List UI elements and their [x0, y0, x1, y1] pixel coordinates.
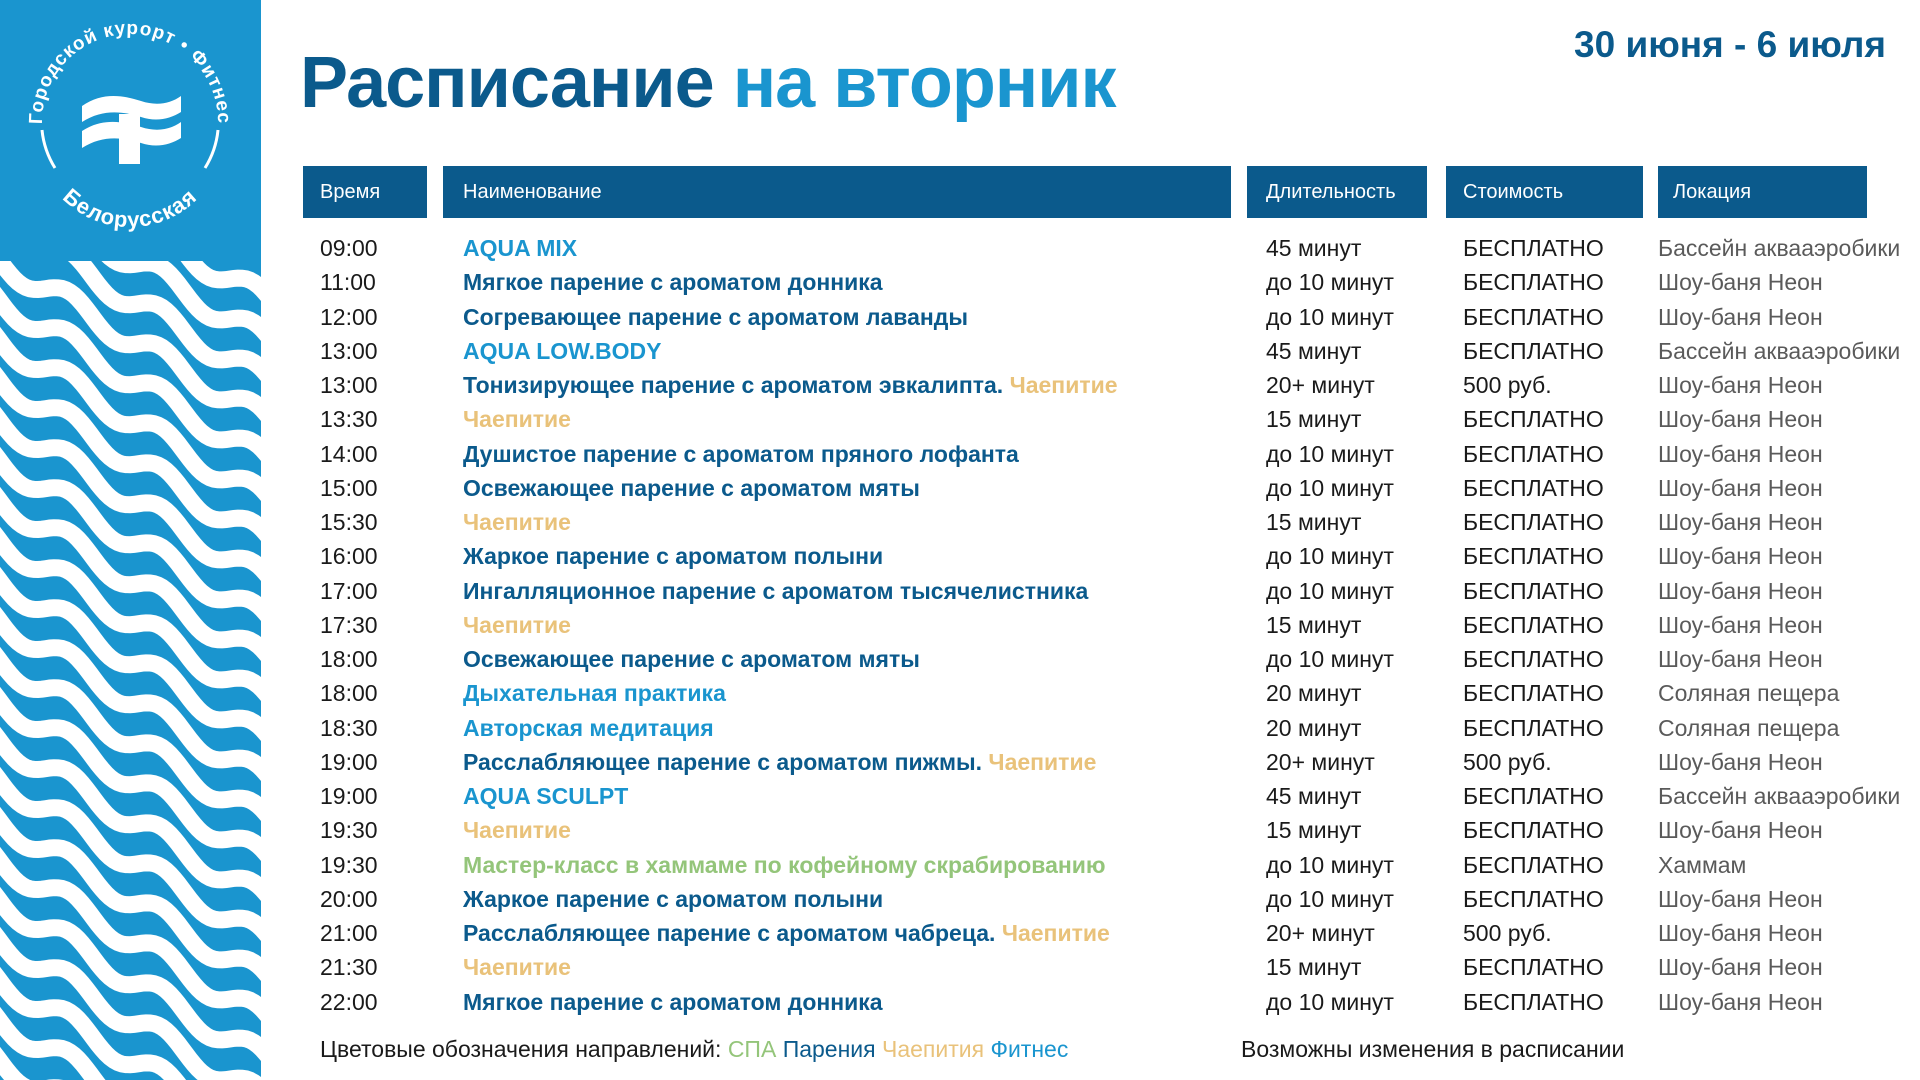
- table-row: [0, 334, 1920, 368]
- activity-name: Расслабляющее парение с ароматом пижмы.: [463, 748, 983, 775]
- title-main: Расписание: [300, 43, 714, 123]
- table-row: [0, 813, 1920, 847]
- table-row: [0, 985, 1920, 1019]
- cell-location: Соляная пещера: [1658, 714, 1840, 741]
- cell-cost: БЕСПЛАТНО: [1463, 406, 1604, 433]
- cell-cost: БЕСПЛАТНО: [1463, 235, 1604, 261]
- cell-location: Бассейн аквааэробики: [1658, 337, 1901, 364]
- cell-location: Шоу-баня Неон: [1658, 748, 1823, 775]
- cell-time: 13:00: [320, 337, 378, 364]
- schedule-change-note: Возможны изменения в расписании: [1241, 1036, 1625, 1062]
- cell-duration: 20+ минут: [1266, 920, 1375, 946]
- activity-name: Ингалляционное парение с ароматом тысячелистника: [463, 577, 1089, 604]
- cell-cost: БЕСПЛАТНО: [1463, 303, 1604, 330]
- cell-cost: БЕСПЛАТНО: [1463, 851, 1604, 878]
- activity-name: Жаркое парение с ароматом полыни: [463, 543, 884, 570]
- cell-cost: БЕСПЛАТНО: [1463, 680, 1604, 707]
- logo-bottom-text: Белорусская: [58, 183, 202, 233]
- cell-name: [463, 437, 1019, 471]
- legend-item-parenie: Парения: [782, 1036, 876, 1062]
- activity-name: Авторская медитация: [463, 714, 714, 741]
- cell-name: [463, 779, 628, 813]
- table-row: [0, 642, 1920, 676]
- cell-cost: БЕСПЛАТНО: [1463, 885, 1604, 912]
- cell-time: 15:00: [320, 474, 378, 501]
- activity-name: Душистое парение с ароматом пряного лофанта: [463, 440, 1019, 467]
- cell-time: 13:30: [320, 406, 378, 433]
- cell-location: Шоу-баня Неон: [1658, 509, 1823, 535]
- cell-duration: 45 минут: [1266, 337, 1362, 364]
- cell-location: Бассейн аквааэробики: [1658, 783, 1901, 809]
- cell-duration: до 10 минут: [1266, 885, 1394, 912]
- table-row: [0, 300, 1920, 334]
- title-accent: на вторник: [732, 43, 1116, 123]
- logo-ring-text: Городской курорт • Фитнес: [25, 17, 235, 125]
- cell-location: Шоу-баня Неон: [1658, 611, 1823, 638]
- cell-name: [463, 402, 571, 436]
- cell-time: 21:30: [320, 954, 378, 981]
- cell-name: [463, 265, 883, 299]
- cell-cost: БЕСПЛАТНО: [1463, 577, 1604, 604]
- activity-name: Мягкое парение с ароматом донника: [463, 269, 883, 296]
- table-row: [0, 608, 1920, 642]
- cell-cost: БЕСПЛАТНО: [1463, 988, 1604, 1015]
- schedule-table: [0, 231, 1920, 1019]
- cell-name: [463, 916, 1110, 950]
- cell-duration: 15 минут: [1266, 817, 1362, 844]
- cell-name: [463, 368, 1118, 402]
- cell-location: Шоу-баня Неон: [1658, 817, 1823, 844]
- cell-name: [463, 848, 1106, 882]
- cell-name: [463, 642, 920, 676]
- cell-cost: БЕСПЛАТНО: [1463, 817, 1604, 844]
- table-row: [0, 711, 1920, 745]
- cell-location: Шоу-баня Неон: [1658, 646, 1823, 672]
- cell-duration: 20 минут: [1266, 680, 1362, 707]
- cell-location: Шоу-баня Неон: [1658, 920, 1823, 946]
- cell-location: Шоу-баня Неон: [1658, 372, 1823, 398]
- cell-cost: БЕСПЛАТНО: [1463, 611, 1604, 638]
- cell-duration: 15 минут: [1266, 611, 1362, 638]
- cell-cost: БЕСПЛАТНО: [1463, 337, 1604, 364]
- cell-duration: до 10 минут: [1266, 440, 1394, 467]
- activity-name: Дыхательная практика: [463, 680, 726, 707]
- cell-duration: до 10 минут: [1266, 646, 1394, 672]
- activity-extra-tea: Чаепитие: [988, 748, 1097, 775]
- cell-name: [463, 676, 726, 710]
- cell-name: [463, 608, 571, 642]
- cell-location: Шоу-баня Неон: [1658, 303, 1823, 330]
- table-row: [0, 539, 1920, 573]
- cell-duration: 15 минут: [1266, 406, 1362, 433]
- cell-location: Шоу-баня Неон: [1658, 988, 1823, 1015]
- legend-item-fitness: Фитнес: [990, 1036, 1069, 1062]
- table-row: [0, 402, 1920, 436]
- cell-name: [463, 300, 968, 334]
- cell-location: Хаммам: [1658, 851, 1747, 878]
- cell-time: 11:00: [320, 269, 376, 296]
- cell-time: 13:00: [320, 372, 378, 398]
- activity-extra-tea: Чаепитие: [1001, 920, 1110, 946]
- brand-logo: [0, 0, 261, 261]
- cell-time: 20:00: [320, 885, 378, 912]
- activity-name: Освежающее парение с ароматом мяты: [463, 474, 920, 501]
- activity-name: Мастер-класс в хаммаме по кофейному скрабированию: [463, 851, 1106, 878]
- activity-name: Жаркое парение с ароматом полыни: [463, 885, 884, 912]
- column-header-duration: Длительность: [1247, 166, 1427, 218]
- cell-cost: 500 руб.: [1463, 372, 1552, 398]
- table-row: [0, 950, 1920, 984]
- cell-duration: 15 минут: [1266, 509, 1362, 535]
- activity-name: Чаепитие: [463, 954, 571, 981]
- logo-mark-icon: [82, 96, 181, 164]
- cell-cost: БЕСПЛАТНО: [1463, 543, 1604, 570]
- cell-location: Шоу-баня Неон: [1658, 474, 1823, 501]
- date-range: 30 июня - 6 июля: [1574, 24, 1886, 65]
- cell-location: Шоу-баня Неон: [1658, 577, 1823, 604]
- activity-name: Тонизирующее парение с ароматом эвкалипта.: [463, 372, 1004, 398]
- cell-name: [463, 231, 577, 265]
- activity-name: Чаепитие: [463, 406, 571, 433]
- page-title: [300, 42, 1116, 124]
- cell-time: 19:00: [320, 783, 378, 809]
- cell-time: 17:00: [320, 577, 378, 604]
- cell-duration: 20 минут: [1266, 714, 1362, 741]
- cell-location: Бассейн аквааэробики: [1658, 235, 1901, 261]
- color-legend: [320, 1036, 1068, 1063]
- table-row: [0, 916, 1920, 950]
- activity-name: AQUA MIX: [463, 235, 578, 261]
- legend-item-spa: СПА: [727, 1036, 777, 1062]
- cell-duration: 45 минут: [1266, 783, 1362, 809]
- table-row: [0, 882, 1920, 916]
- cell-duration: до 10 минут: [1266, 303, 1394, 330]
- cell-duration: до 10 минут: [1266, 851, 1394, 878]
- table-row: [0, 848, 1920, 882]
- cell-name: [463, 813, 571, 847]
- table-row: [0, 471, 1920, 505]
- table-row: [0, 437, 1920, 471]
- cell-time: 22:00: [320, 988, 378, 1015]
- table-row: [0, 505, 1920, 539]
- logo-emblem: [0, 0, 261, 261]
- activity-name: Мягкое парение с ароматом донника: [463, 988, 883, 1015]
- svg-text:Белорусская: [58, 183, 201, 232]
- cell-location: Шоу-баня Неон: [1658, 885, 1823, 912]
- legend-item-tea: Чаепития: [882, 1036, 985, 1062]
- cell-cost: 500 руб.: [1463, 748, 1552, 775]
- activity-name: Освежающее парение с ароматом мяты: [463, 646, 920, 672]
- cell-cost: БЕСПЛАТНО: [1463, 440, 1604, 467]
- cell-time: 19:30: [320, 851, 378, 878]
- cell-location: Шоу-баня Неон: [1658, 440, 1823, 467]
- cell-name: [463, 574, 1088, 608]
- cell-duration: 45 минут: [1266, 235, 1362, 261]
- table-row: [0, 368, 1920, 402]
- cell-location: Соляная пещера: [1658, 680, 1840, 707]
- cell-time: 12:00: [320, 303, 378, 330]
- cell-cost: БЕСПЛАТНО: [1463, 646, 1604, 672]
- cell-name: [463, 334, 661, 368]
- cell-time: 14:00: [320, 440, 378, 467]
- cell-time: 15:30: [320, 509, 378, 535]
- cell-duration: 15 минут: [1266, 954, 1362, 981]
- cell-duration: до 10 минут: [1266, 577, 1394, 604]
- cell-location: Шоу-баня Неон: [1658, 406, 1823, 433]
- cell-cost: БЕСПЛАТНО: [1463, 714, 1604, 741]
- cell-cost: 500 руб.: [1463, 920, 1552, 946]
- table-row: [0, 574, 1920, 608]
- legend-prefix: Цветовые обозначения направлений:: [320, 1036, 722, 1062]
- cell-time: 17:30: [320, 611, 378, 638]
- activity-name: Чаепитие: [463, 611, 571, 638]
- cell-duration: до 10 минут: [1266, 988, 1394, 1015]
- cell-cost: БЕСПЛАТНО: [1463, 474, 1604, 501]
- cell-duration: 20+ минут: [1266, 748, 1375, 775]
- activity-name: AQUA LOW.BODY: [463, 337, 662, 364]
- activity-name: Согревающее парение с ароматом лаванды: [463, 303, 969, 330]
- activity-name: Чаепитие: [463, 509, 571, 535]
- activity-name: Расслабляющее парение с ароматом чабреца.: [463, 920, 996, 946]
- cell-name: [463, 505, 571, 539]
- cell-cost: БЕСПЛАТНО: [1463, 954, 1604, 981]
- activity-extra-tea: Чаепитие: [1009, 372, 1118, 398]
- cell-duration: 20+ минут: [1266, 372, 1375, 398]
- table-row: [0, 676, 1920, 710]
- column-header-location: Локация: [1658, 166, 1867, 218]
- table-row: [0, 779, 1920, 813]
- column-header-name: Наименование: [443, 166, 1231, 218]
- cell-time: 19:30: [320, 817, 378, 844]
- cell-name: [463, 882, 883, 916]
- cell-location: Шоу-баня Неон: [1658, 954, 1823, 981]
- cell-cost: БЕСПЛАТНО: [1463, 509, 1604, 535]
- activity-name: AQUA SCULPT: [463, 783, 629, 809]
- cell-time: 16:00: [320, 543, 378, 570]
- cell-cost: БЕСПЛАТНО: [1463, 783, 1604, 809]
- table-row: [0, 745, 1920, 779]
- cell-name: [463, 950, 571, 984]
- cell-duration: до 10 минут: [1266, 543, 1394, 570]
- cell-location: Шоу-баня Неон: [1658, 269, 1823, 296]
- cell-cost: БЕСПЛАТНО: [1463, 269, 1604, 296]
- table-row: [0, 231, 1920, 265]
- cell-time: 21:00: [320, 920, 378, 946]
- cell-time: 18:30: [320, 714, 378, 741]
- activity-name: Чаепитие: [463, 817, 571, 844]
- cell-name: [463, 711, 714, 745]
- cell-name: [463, 539, 883, 573]
- column-header-time: Время: [303, 166, 427, 218]
- table-row: [0, 265, 1920, 299]
- cell-time: 09:00: [320, 235, 378, 261]
- cell-name: [463, 471, 920, 505]
- cell-duration: до 10 минут: [1266, 474, 1394, 501]
- cell-time: 18:00: [320, 680, 378, 707]
- cell-time: 18:00: [320, 646, 378, 672]
- cell-time: 19:00: [320, 748, 378, 775]
- cell-name: [463, 745, 1096, 779]
- cell-duration: до 10 минут: [1266, 269, 1394, 296]
- column-header-cost: Стоимость: [1446, 166, 1643, 218]
- cell-name: [463, 985, 883, 1019]
- cell-location: Шоу-баня Неон: [1658, 543, 1823, 570]
